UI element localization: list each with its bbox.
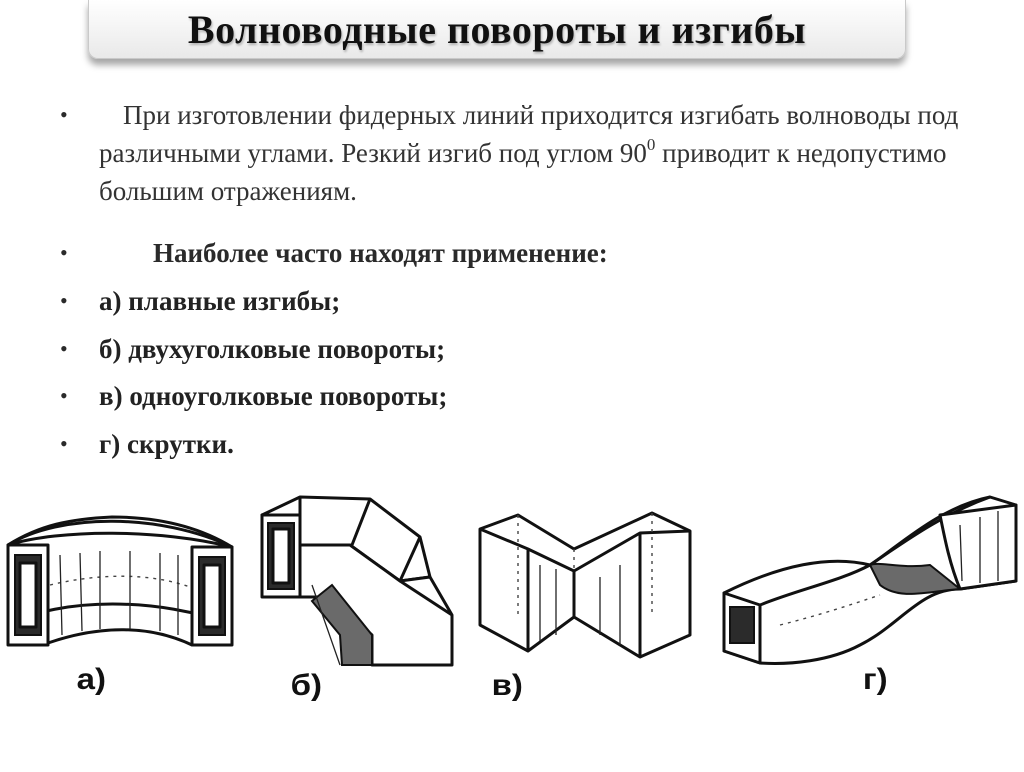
single-corner-figure — [480, 513, 690, 657]
degree-superscript: 0 — [646, 135, 656, 154]
figure-caption-a: а) — [76, 663, 107, 696]
twist-figure — [724, 497, 1016, 663]
figure-caption-g: г) — [862, 663, 888, 696]
bullet-text — [99, 96, 984, 210]
slide-title: Волноводные повороты и изгибы — [187, 6, 807, 52]
bullet-text: г) скрутки. — [99, 429, 234, 459]
bullet-text: Наиболее часто находят применение: — [153, 238, 608, 268]
title-banner — [88, 0, 906, 59]
bullet-dot: • — [60, 336, 68, 361]
smooth-bend-figure — [8, 517, 232, 645]
bullet-text-after: приводит к недопустимо большим отражениям. — [99, 138, 947, 206]
bullet-text-before: При изготовлении фидерных линий приходится изгибать волноводы под различными углами. Резкий изгиб под углом 90 — [99, 100, 959, 168]
bullet-text: б) двухуголковые повороты; — [99, 334, 446, 364]
waveguide-illustrations — [0, 485, 1024, 767]
bullet-dot: • — [60, 240, 68, 265]
double-corner-figure — [262, 497, 452, 665]
bullet-dot: • — [60, 102, 68, 127]
figure-caption-v: в) — [491, 669, 523, 702]
bullet-dot: • — [60, 288, 68, 313]
bullet-dot: • — [60, 431, 68, 456]
bullet-dot: • — [60, 383, 68, 408]
bullet-text: а) плавные изгибы; — [99, 286, 341, 316]
figure-caption-b: б) — [290, 669, 322, 702]
waveguide-drawings — [0, 485, 1024, 767]
bullet-text: в) одноуголковые повороты; — [99, 381, 448, 411]
